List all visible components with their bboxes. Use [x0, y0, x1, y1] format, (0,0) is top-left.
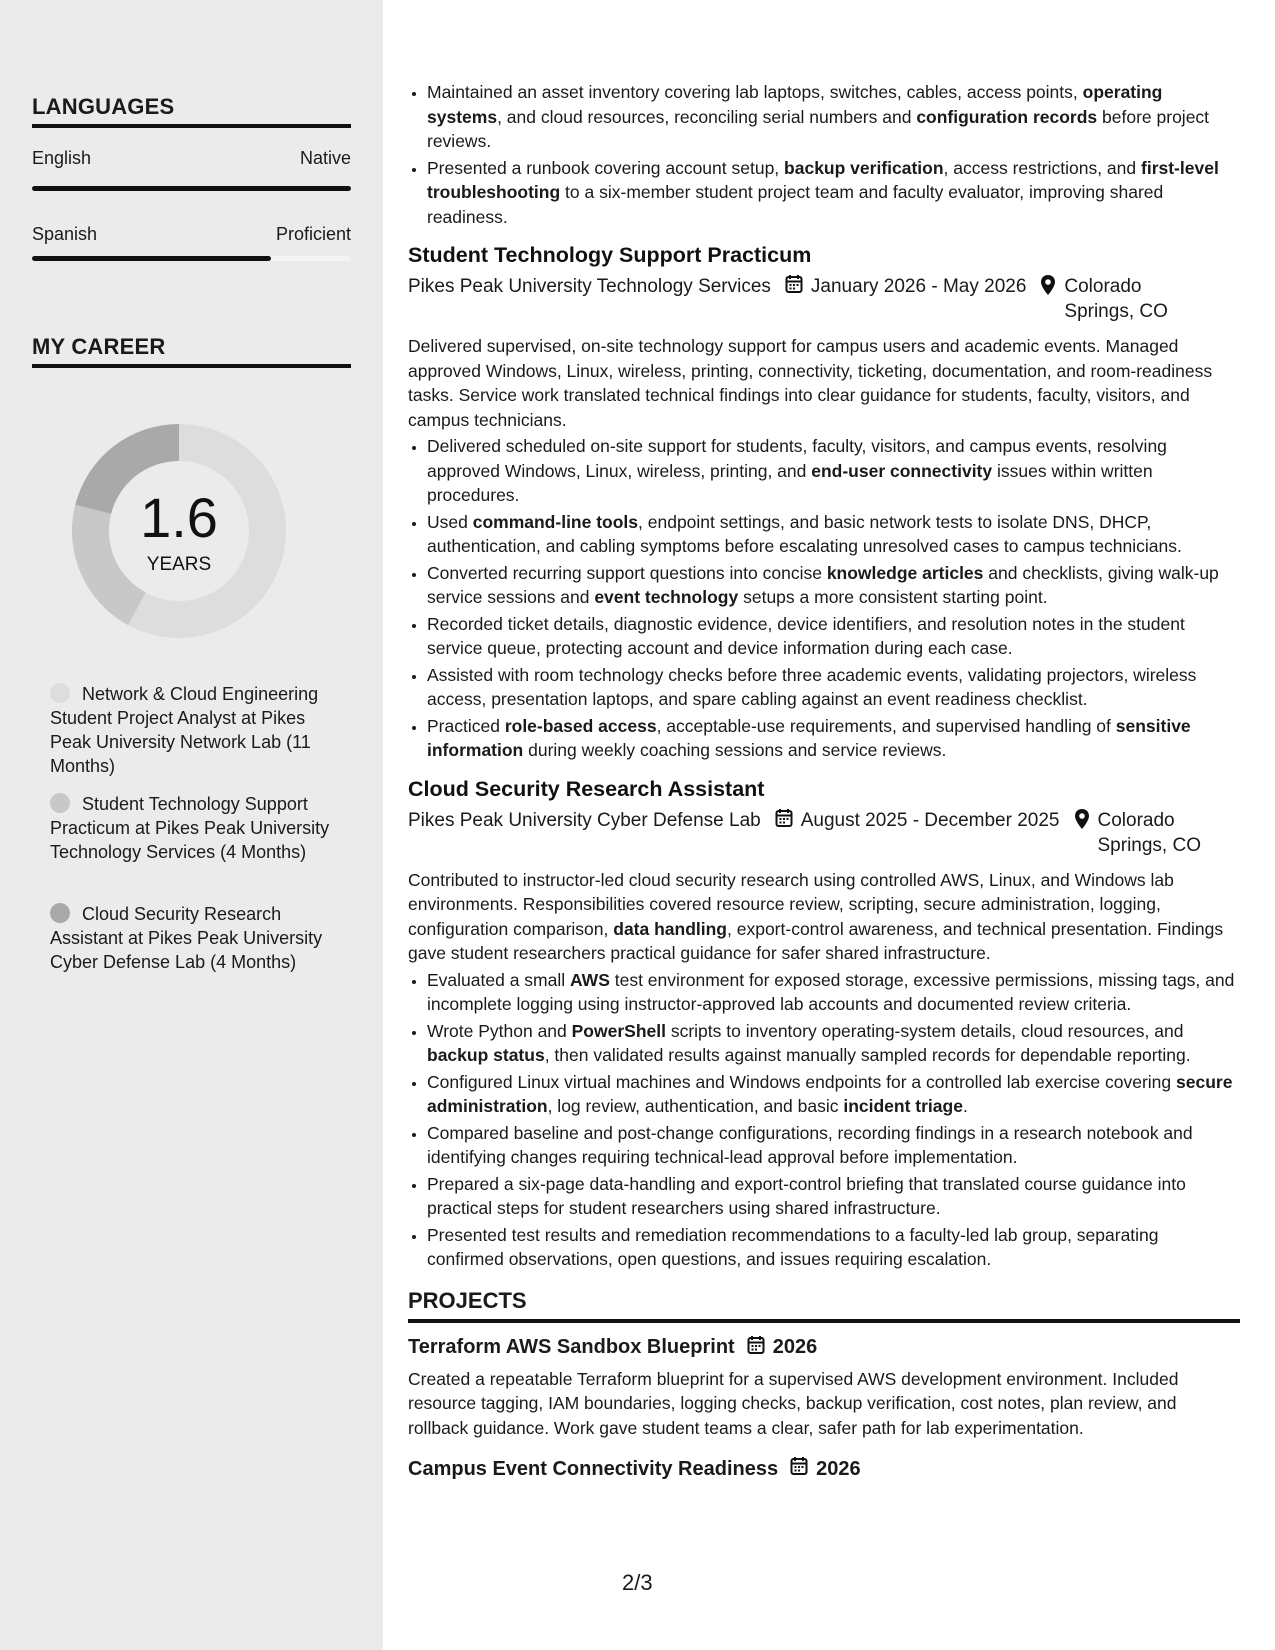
calendar-icon — [775, 808, 793, 835]
job-title: Cloud Security Research Assistant — [408, 776, 765, 801]
job-org: Pikes Peak University Cyber Defense Lab — [408, 809, 761, 831]
calendar-icon — [747, 1335, 765, 1361]
language-level: Proficient — [275, 224, 351, 244]
career-legend-item — [50, 682, 330, 778]
job-location-text: Colorado Springs, CO — [1097, 809, 1201, 856]
project-title: Campus Event Connectivity Readiness — [408, 1457, 779, 1480]
job-dates — [785, 274, 1026, 324]
job-dates-text: August 2025 - December 2025 — [800, 809, 1060, 831]
legend-dot-icon — [50, 683, 70, 703]
language-bar-english — [32, 186, 351, 191]
career-donut-chart — [66, 418, 292, 644]
bullet-item: • Wrote Python and PowerShell scripts to inventory operating-system details, cloud resources, and backup status, then validated results against manually sampled records for dependable reporting. — [427, 1019, 1240, 1068]
legend-label: Cloud Security Research Assistant at Pikes Peak University Cyber Defense Lab (4 Months) — [50, 904, 323, 972]
project-description: Created a repeatable Terraform blueprint for a supervised AWS development environment. Included resource tagging, IAM boundaries, logging checks, backup verification, cost notes, plan review, and rollback guidance. Work gave student teams a clear, safer path for lab experimentation. — [408, 1368, 1179, 1438]
job-dates — [775, 808, 1060, 858]
bullet-item: • Delivered scheduled on-site support for students, faculty, visitors, and campus events, resolving approved Windows, Linux, wireless, printing, and end-user connectivity issues within written procedures. — [427, 434, 1240, 508]
career-total-value: 1.6 — [140, 486, 218, 549]
calendar-icon — [785, 274, 803, 301]
language-row-spanish — [32, 224, 351, 245]
career-heading: MY CAREER — [32, 334, 351, 368]
legend-dot-icon — [50, 903, 70, 923]
bullet-item: • Used command-line tools, endpoint settings, and basic network tests to isolate DNS, DHCP, authentication, and cabling symptoms before escalating unresolved cases to campus technicians. — [427, 510, 1240, 559]
job-entry — [408, 777, 1240, 1272]
language-name: Spanish — [32, 224, 98, 244]
bullet-item: • Recorded ticket details, diagnostic evidence, device identifiers, and resolution notes in the student service queue, protecting account and device information during each case. — [427, 612, 1240, 661]
bullet-item: • Maintained an asset inventory covering lab laptops, switches, cables, access points, operating systems, and cloud resources, reconciling serial numbers and configuration records before project reviews. — [427, 80, 1240, 154]
project-title-row — [408, 1456, 1240, 1482]
language-bar-fill — [32, 256, 271, 261]
job-meta — [408, 274, 1240, 324]
project-year: 2026 — [816, 1457, 861, 1480]
career-total-unit: YEARS — [146, 554, 212, 575]
bullet-item: • Presented test results and remediation recommendations to a faculty-led lab group, separating confirmed observations, open questions, and issues requiring escalation. — [427, 1223, 1240, 1272]
languages-heading: LANGUAGES — [32, 94, 351, 128]
project-year: 2026 — [772, 1336, 818, 1358]
sidebar — [0, 0, 383, 1650]
language-bar-fill — [32, 186, 351, 191]
job-dates-text: January 2026 - May 2026 — [810, 276, 1027, 297]
job-bullet-list — [408, 968, 1240, 1272]
language-bar-spanish — [32, 256, 351, 261]
project-title-row — [408, 1335, 1240, 1361]
job-title: Student Technology Support Practicum — [408, 243, 812, 267]
job-location — [1074, 808, 1203, 858]
job-location-text: Colorado Springs, CO — [1064, 276, 1168, 322]
calendar-icon — [790, 1456, 808, 1482]
language-row-english — [32, 148, 351, 169]
legend-label: Network & Cloud Engineering Student Project Analyst at Pikes Peak University Network Lab (11 Months) — [50, 684, 319, 776]
job-location — [1040, 274, 1174, 324]
page-number: 2/3 — [622, 1570, 653, 1595]
career-legend-item — [50, 902, 330, 974]
job-bullet-list — [408, 434, 1240, 763]
job-entry — [408, 243, 1240, 763]
legend-dot-icon — [50, 793, 70, 813]
projects-heading: PROJECTS — [408, 1288, 1240, 1323]
map-pin-icon — [1040, 274, 1056, 303]
main-content — [408, 80, 1240, 1482]
map-pin-icon — [1074, 808, 1090, 837]
project-entry — [408, 1335, 1240, 1441]
bullet-item: • Compared baseline and post-change configurations, recording findings in a research notebook and identifying changes requiring technical-lead approval before implementation. — [427, 1121, 1240, 1170]
language-name: English — [32, 148, 92, 168]
career-legend-item — [50, 792, 330, 864]
intro-bullet-list — [408, 80, 1240, 229]
bullet-item: • Assisted with room technology checks before three academic events, validating projectors, wireless access, presentation laptops, and spare cabling against an event readiness checklist. — [427, 663, 1240, 712]
job-org: Pikes Peak University Technology Services — [408, 276, 771, 297]
bullet-item: • Practiced role-based access, acceptable-use requirements, and supervised handling of sensitive information during weekly coaching sessions and service reviews. — [427, 714, 1240, 763]
job-summary: Delivered supervised, on-site technology support for campus users and academic events. Managed approved Windows, Linux, wireless, printing, connectivity, ticketing, documentation, and room-readiness tasks. Service work translated technical findings into clear guidance for students, faculty, visitors, and campus technicians. — [408, 336, 1213, 430]
bullet-item: • Converted recurring support questions into concise knowledge articles and checklists, giving walk-up service sessions and event technology setups a more consistent starting point. — [427, 561, 1240, 610]
bullet-item: • Presented a runbook covering account setup, backup verification, access restrictions, and first-level troubleshooting to a six-member student project team and faculty evaluator, improving shared readiness. — [427, 156, 1240, 230]
language-level: Native — [299, 148, 351, 168]
bullet-item: • Configured Linux virtual machines and Windows endpoints for a controlled lab exercise covering secure administration, log review, authentication, and basic incident triage. — [427, 1070, 1240, 1119]
job-meta — [408, 808, 1240, 858]
job-summary: Contributed to instructor-led cloud security research using controlled AWS, Linux, and Windows lab environments. Responsibilities covered resource review, scripting, secure administration, logging, configuration comparison, data handling, export-control awareness, and technical presentation. Findings gave student researchers practical guidance for safer shared infrastructure. — [408, 869, 1224, 963]
legend-label: Student Technology Support Practicum at Pikes Peak University Technology Services (4 Months) — [50, 794, 330, 862]
bullet-item: • Evaluated a small AWS test environment for exposed storage, excessive permissions, missing tags, and incomplete logging using instructor-approved lab accounts and documented review criteria. — [427, 968, 1240, 1017]
project-title: Terraform AWS Sandbox Blueprint — [408, 1336, 735, 1358]
bullet-item: • Prepared a six-page data-handling and export-control briefing that translated course guidance into practical steps for student researchers using shared infrastructure. — [427, 1172, 1240, 1221]
project-entry — [408, 1456, 1240, 1482]
